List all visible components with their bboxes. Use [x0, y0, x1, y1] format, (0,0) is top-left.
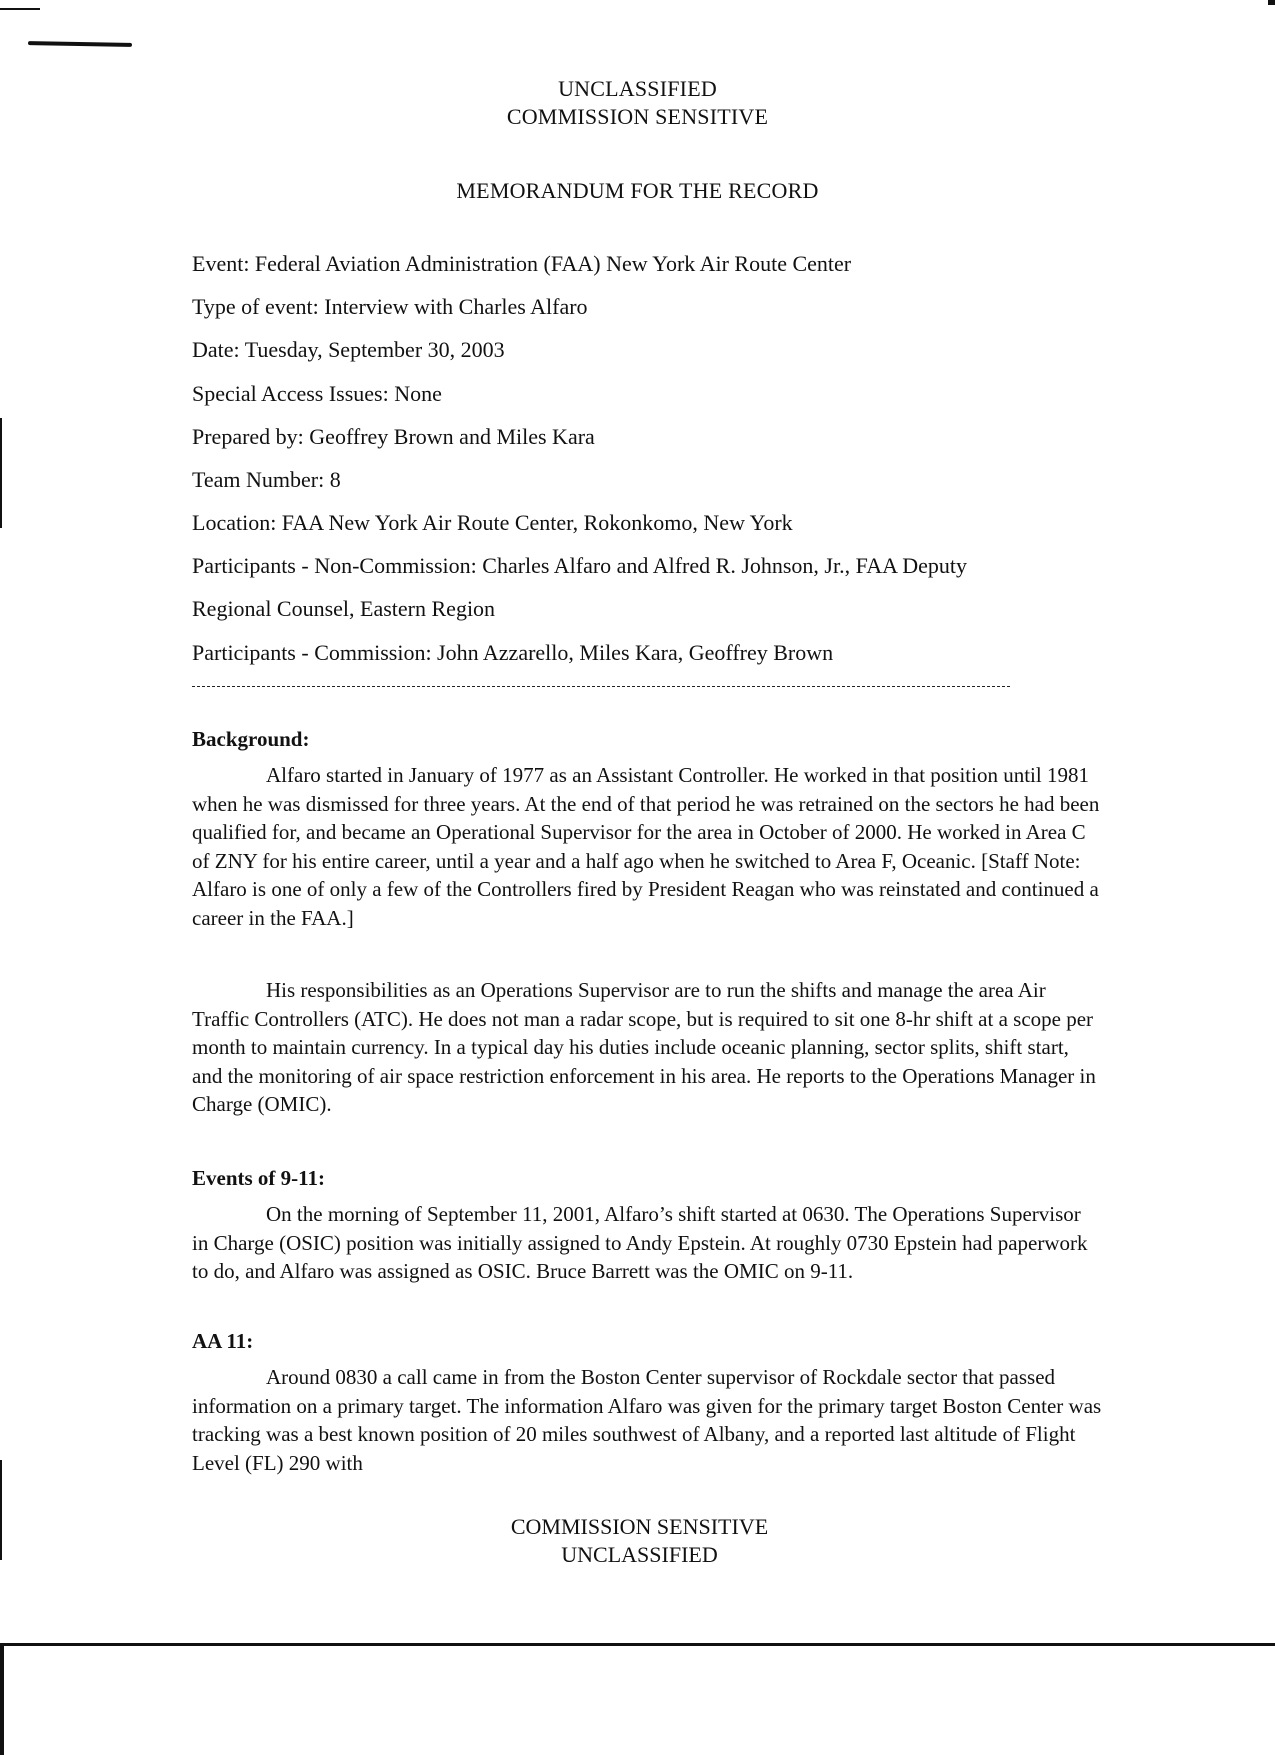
- field-prepared-by: Prepared by: Geoffrey Brown and Miles Kara: [192, 424, 595, 449]
- section-heading-events: Events of 9-11:: [192, 1166, 325, 1190]
- classification-header: COMMISSION SENSITIVE: [506, 104, 769, 129]
- field-participants-non-commission: Participants - Non-Commission: Charles Alfaro and Alfred R. Johnson, Jr., FAA Deputy: [192, 553, 968, 578]
- field-participants-commission: Participants - Commission: John Azzarello, Miles Kara, Geoffrey Brown: [192, 640, 834, 665]
- scan-mark: [0, 8, 40, 10]
- scan-edge-line: [0, 1643, 4, 1755]
- paragraph: On the morning of September 11, 2001, Alfaro’s shift started at 0630. The Operations Supervisor in Charge (OSIC) position was initially assigned to Andy Epstein. At roughly 0730 Epstein had paperwork to do, and Alfaro was assigned as OSIC. Bruce Barrett was the OMIC on 9-11.: [192, 1202, 1088, 1284]
- scan-mark: [1268, 0, 1275, 5]
- paragraph: Alfaro started in January of 1977 as an Assistant Controller. He worked in that position until 1981 when he was dismissed for three years. At the end of that period he was retrained on the sectors he had been qualified for, and became an Operational Supervisor for the area in October of 2000. He worked in Area C of ZNY for his entire career, until a year and a half ago when he switched to Area F, Oceanic. [Staff Note: Alfaro is one of only a few of the Controllers fired by President Reagan who was reinstated and continued a career in the FAA.]: [192, 763, 1100, 930]
- page-title: MEMORANDUM FOR THE RECORD: [456, 178, 819, 203]
- field-special-access: Special Access Issues: None: [192, 381, 442, 406]
- scan-edge-line: [0, 1643, 1275, 1646]
- paragraph: His responsibilities as an Operations Supervisor are to run the shifts and manage the area Air Traffic Controllers (ATC). He does not man a radar scope, but is required to sit one 8-hr shift at a scope per month to maintain currency. In a typical day his duties include oceanic planning, sector splits, shift start, and the monitoring of air space restriction enforcement in his area. He reports to the Operations Manager in Charge (OMIC).: [192, 978, 1096, 1117]
- field-location: Location: FAA New York Air Route Center, Rokonkomo, New York: [192, 510, 793, 535]
- scan-mark: [28, 41, 132, 47]
- field-date: Date: Tuesday, September 30, 2003: [192, 337, 505, 362]
- classification-header: UNCLASSIFIED: [558, 76, 717, 101]
- field-event: Event: Federal Aviation Administration (FAA) New York Air Route Center: [192, 251, 852, 276]
- classification-footer: UNCLASSIFIED: [561, 1542, 718, 1567]
- section-heading-background: Background:: [192, 727, 310, 751]
- field-participants-non-commission-cont: Regional Counsel, Eastern Region: [192, 596, 496, 621]
- field-type-of-event: Type of event: Interview with Charles Alfaro: [192, 294, 588, 319]
- section-heading-aa11: AA 11:: [192, 1329, 254, 1353]
- classification-footer: COMMISSION SENSITIVE: [510, 1514, 769, 1539]
- dashed-divider: [192, 686, 1010, 687]
- paragraph: Around 0830 a call came in from the Boston Center supervisor of Rockdale sector that passed information on a primary target. The information Alfaro was given for the primary target Boston Center was tracking was a best known position of 20 miles southwest of Albany, and a reported last altitude of Flight Level (FL) 290 with: [192, 1365, 1102, 1475]
- scan-mark: [0, 418, 2, 528]
- field-team-number: Team Number: 8: [192, 467, 341, 492]
